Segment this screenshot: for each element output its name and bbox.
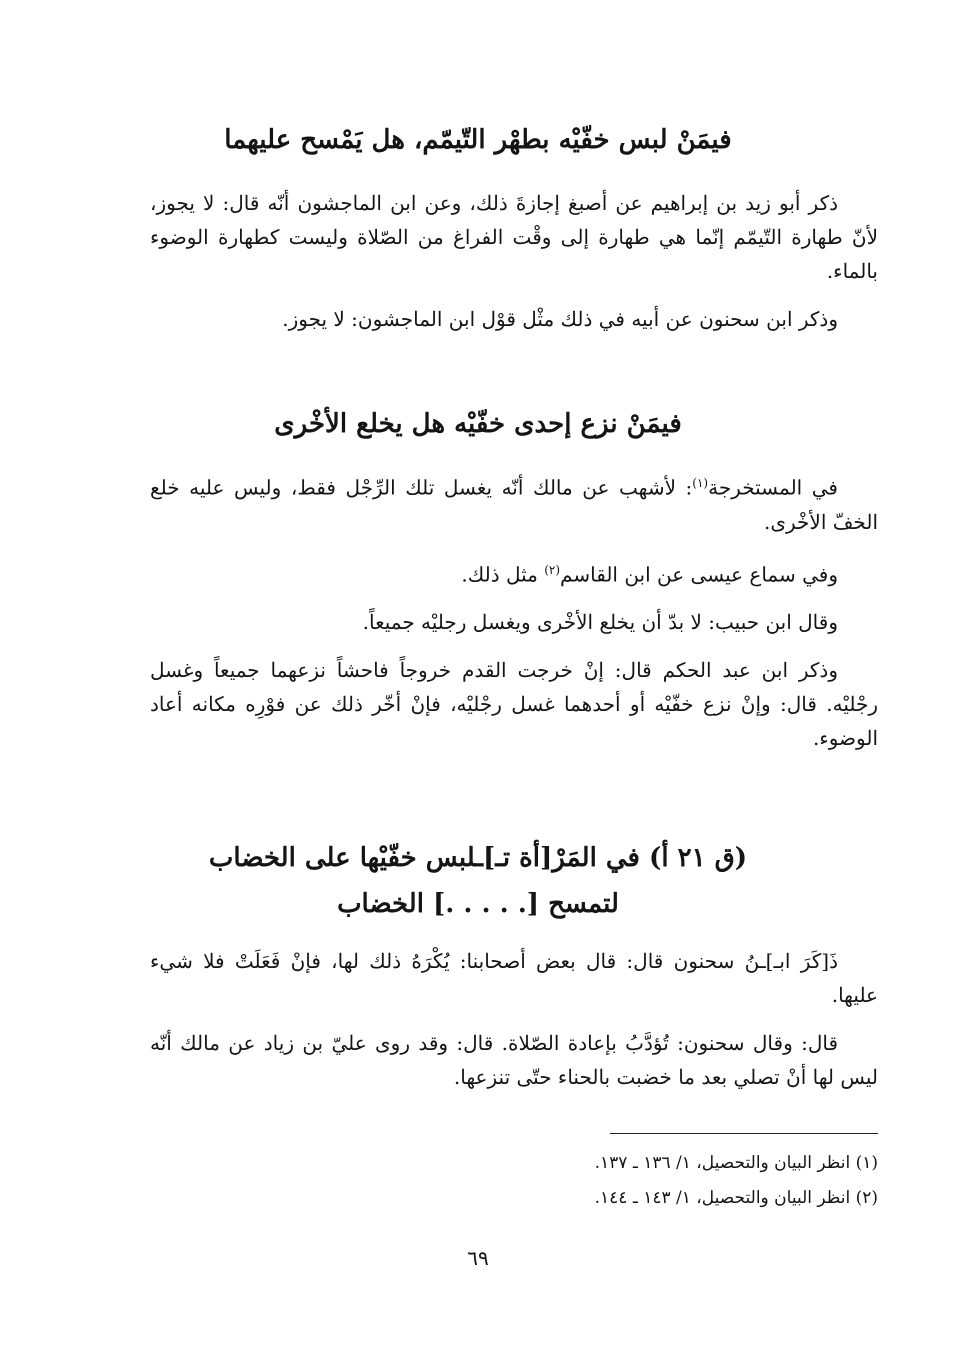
paragraph [150,302,878,336]
section-body-tayammum [150,186,878,336]
paragraph [150,605,878,639]
paragraph [150,944,878,1012]
paragraph-text: ذَ[كَرَ ابـ]ـنُ سحنون قال: قال بعض أصحابنا: يُكْرَهُ ذلك لها، فإنْ فَعَلَتْ فلا شيء عليها. [150,949,878,1007]
paragraph-text: ذكر أبو زيد بن إبراهيم عن أصبغ إجازةَ ذلك، وعن ابن الماجشون أنّه قال: لا يجوز، لأنّ طهارة التّيمّم إنّما هي طهارة إلى وقْت الفراغ من الصّلاة وليست كطهارة الوضوء بالماء. [150,191,878,283]
paragraph [150,653,878,755]
page-number: ٦٩ [467,1246,489,1270]
footnote-2: (٢) انظر البيان والتحصيل، ١/ ١٤٣ ـ ١٤٤. [594,1188,878,1208]
paragraph [150,1026,878,1094]
paragraph-text: قال: وقال سحنون: تُؤدَّبُ بإعادة الصّلاة. قال: وقد روى عليّ بن زياد عن مالك أنّه ليس لها أنْ تصلي بعد ما خضبت بالحناء حتّى تنزعها. [150,1031,878,1089]
section-heading-removing-one-khuff: فيمَنْ نزع إحدى خفّيْه هل يخلع الأخْرى [274,409,682,439]
footnote-ref[interactable]: (١) [692,476,709,490]
footnote-1: (١) انظر البيان والتحصيل، ١/ ١٣٦ ـ ١٣٧. [594,1153,878,1173]
footnote-ref[interactable]: (٢) [544,562,561,577]
paragraph [150,186,878,288]
paragraph-text: في المستخرجة [708,475,838,500]
paragraph [150,466,878,539]
section-body-khidab [150,944,878,1094]
section-body-removing-one-khuff [150,466,878,755]
paragraph-text: وقال ابن حبيب: لا بدّ أن يخلع الأخْرى ويغسل رجليْه جميعاً. [362,610,838,635]
paragraph-text: وذكر ابن سحنون عن أبيه في ذلك مثْل قوْل ابن الماجشون: لا يجوز. [282,307,838,331]
paragraph-text: مثل ذلك. [461,562,545,587]
paragraph [150,553,878,592]
section-heading-tayammum: فيمَنْ لبس خفّيْه بطهْر التّيمّم، هل يَمْسح عليهما [224,125,732,155]
paragraph-text: وذكر ابن عبد الحكم قال: إنْ خرجت القدم خروجاً فاحشاً نزعهما جميعاً وغسل رجْليْه. قال: وإنْ نزع خفّيْه أو أحدهما غسل رجْليْه، فإنْ أخّر ذلك عن فوْرِه مكانه أعاد الوضوء. [150,658,878,751]
paragraph-text: وفي سماع عيسى عن ابن القاسم [560,562,838,587]
paragraph-text: : لأشهب عن مالك أنّه يغسل تلك الرِّجْل فقط، وليس عليه خلع الخفّ الأخْرى. [150,475,878,534]
section-heading-khidab-line1: (ق ٢١ أ) في المَرْ[أة تـ]ـلبس خفّيْها على الخضاب [208,843,748,873]
section-heading-khidab-line2: لتمسح [. . . . .] الخضاب [337,889,619,919]
footnote-divider [610,1133,878,1134]
